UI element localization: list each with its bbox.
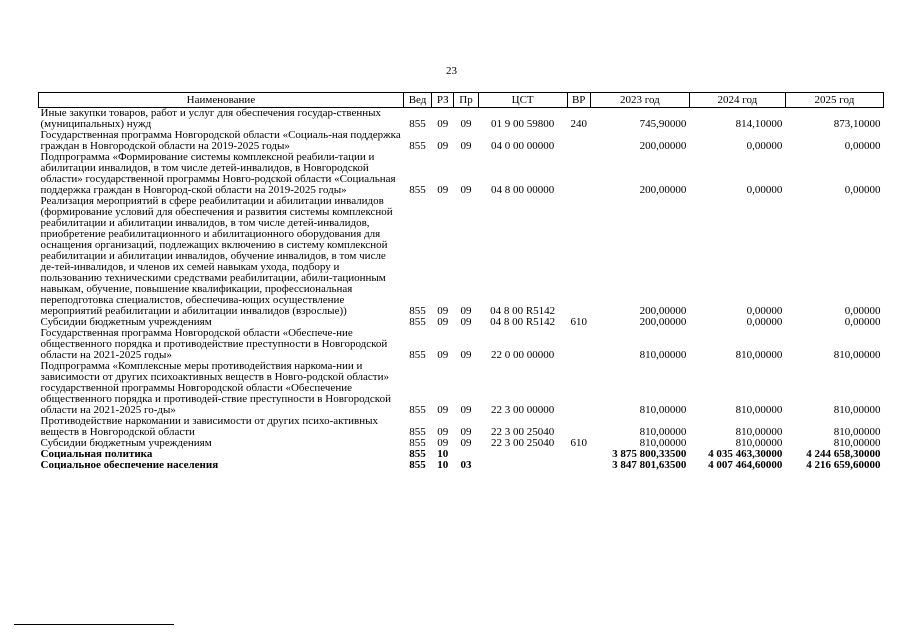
header-2024: 2024 год [689,93,785,108]
row-cst: 04 8 00 00000 [491,184,555,196]
row-name: Субсидии бюджетным учреждениям [40,316,212,328]
row-ved: 855 [409,437,426,449]
row-name: Противодействие наркомании и зависимости от других психо-активных веществ в Новгородской области [40,415,379,438]
table-row [39,416,884,438]
row-cst: 22 3 00 25040 [491,426,555,438]
row-rz: 09 [437,349,449,361]
row-vr [567,460,590,471]
row-rz: 09 [437,316,449,328]
row-2023: 200,00000 [639,184,687,196]
row-2024: 810,00000 [735,437,783,449]
row-name: Социальная политика [40,448,153,460]
row-2023: 810,00000 [639,437,687,449]
row-2023: 3 847 801,63500 [612,459,687,471]
row-rz: 09 [437,140,449,152]
row-cst: 22 3 00 25040 [491,437,555,449]
row-2023: 3 875 800,33500 [612,448,687,460]
row-rz: 09 [437,118,449,130]
row-2023: 810,00000 [639,404,687,416]
row-ved: 855 [409,448,426,460]
header-rz: РЗ [432,93,454,108]
table-row [39,130,884,152]
budget-table [38,92,884,471]
table-row [39,108,884,131]
row-2025: 810,00000 [833,404,881,416]
row-pr: 09 [460,349,472,361]
row-ved: 855 [409,316,426,328]
table-body [39,108,884,472]
row-cst: 22 0 00 00000 [491,349,555,361]
row-vr [567,328,590,361]
row-2023: 200,00000 [639,305,687,317]
row-2024: 0,00000 [746,316,783,328]
row-ved: 855 [409,459,426,471]
header-name: Наименование [39,93,404,108]
row-2025: 0,00000 [844,305,881,317]
row-ved: 855 [409,305,426,317]
header-ved: Вед [403,93,431,108]
row-vr [567,416,590,438]
header-cst: ЦСТ [478,93,567,108]
row-2025: 4 244 658,30000 [806,448,881,460]
row-pr: 09 [460,118,472,130]
row-cst [478,449,567,460]
row-2023: 200,00000 [639,316,687,328]
row-rz: 09 [437,404,449,416]
row-2025: 873,10000 [833,118,881,130]
row-pr: 09 [460,305,472,317]
header-vr: ВР [567,93,590,108]
row-cst: 22 3 00 00000 [491,404,555,416]
row-rz: 09 [437,426,449,438]
row-2024: 810,00000 [735,404,783,416]
row-ved: 855 [409,349,426,361]
row-name: Подпрограмма «Формирование системы комплексной реабили-тации и абилитации инвалидов, в том числе детей-инвалидов, в Новгородской области» государственной программы Новго-родской области «Социальная поддержка граждан в Новгород-ской области на 2019-2025 годы» [40,151,396,196]
row-pr: 09 [460,437,472,449]
row-ved: 855 [409,426,426,438]
row-name: Государственная программа Новгородской области «Социаль-ная поддержка граждан в Новгородской области на 2019-2025 годы» [40,129,401,152]
table-row [39,328,884,361]
row-2025: 0,00000 [844,316,881,328]
row-name: Государственная программа Новгородской области «Обеспече-ние общественного порядка и противодействие преступности в Новгородской области на 2021-2025 годы» [40,327,388,361]
row-2024: 810,00000 [735,426,783,438]
row-cst: 04 8 00 R5142 [490,316,556,328]
row-vr [567,152,590,196]
table-row [39,196,884,317]
row-pr: 09 [460,316,472,328]
row-vr [567,449,590,460]
row-rz: 10 [437,459,449,471]
header-pr: Пр [454,93,478,108]
row-2024: 0,00000 [746,184,783,196]
row-2024: 0,00000 [746,305,783,317]
row-vr [567,196,590,317]
page-number: 23 [446,65,457,77]
row-2025: 810,00000 [833,426,881,438]
row-2023: 745,90000 [639,118,687,130]
row-pr: 09 [460,404,472,416]
row-vr: 240 [570,118,587,130]
row-2025: 810,00000 [833,349,881,361]
row-name: Иные закупки товаров, работ и услуг для обеспечения государ-ственных (муниципальных) нужд [40,107,382,130]
row-rz: 09 [437,437,449,449]
row-rz: 09 [437,305,449,317]
row-2024: 810,00000 [735,349,783,361]
header-2025: 2025 год [785,93,883,108]
row-pr: 03 [460,459,472,471]
row-name: Субсидии бюджетным учреждениям [40,437,212,449]
table-header-row [39,93,884,108]
row-2024: 814,10000 [735,118,783,130]
row-2024: 0,00000 [746,140,783,152]
row-2023: 810,00000 [639,426,687,438]
table-row [39,152,884,196]
row-2024: 4 035 463,30000 [708,448,783,460]
row-cst: 01 9 00 59800 [491,118,555,130]
row-ved: 855 [409,118,426,130]
row-rz: 10 [437,448,449,460]
row-2025: 810,00000 [833,437,881,449]
footer-divider [14,624,174,625]
row-name: Социальное обеспечение населения [40,459,219,471]
row-2025: 4 216 659,60000 [806,459,881,471]
row-pr: 09 [460,426,472,438]
row-cst: 04 0 00 00000 [491,140,555,152]
row-cst: 04 8 00 R5142 [490,305,556,317]
row-rz: 09 [437,184,449,196]
row-vr [567,361,590,416]
row-vr [567,130,590,152]
row-ved: 855 [409,140,426,152]
row-cst [478,460,567,471]
table-row [39,361,884,416]
table-row [39,460,884,471]
row-ved: 855 [409,184,426,196]
row-vr: 610 [570,316,587,328]
row-pr: 09 [460,140,472,152]
row-name: Реализация мероприятий в сфере реабилитации и абилитации инвалидов (формирование условий для обеспечения и развития системы комплексной реабилитации и абилитации инвалидов, в том числе детей-инвалидов, приобретение реабилитационного и абилитационного оборудования для оснащения организаций, подлежащих включению в систему комплексной реабилитации и абилитации инвалидов, обучение инвалидов, в том числе де-тей-инвалидов, и членов их семей навыкам ухода, подбору и пользованию техническими средствами реабилитации, абили-тационным навыкам, обучение, повышение квалификации, профессиональная переподготовка специалистов, обеспечива-ющих осуществление мероприятий реабилитации и абилитации инвалидов (взрослые)) [40,195,393,317]
row-ved: 855 [409,404,426,416]
row-2023: 200,00000 [639,140,687,152]
row-vr: 610 [570,437,587,449]
row-2023: 810,00000 [639,349,687,361]
header-2023: 2023 год [590,93,689,108]
row-2024: 4 007 464,60000 [708,459,783,471]
row-pr: 09 [460,184,472,196]
row-name: Подпрограмма «Комплексные меры противодействия наркома-нии и зависимости от других психоактивных веществ в Новго-родской области» государственной программы Новгородской области «Обеспечение общественного порядка и противодей-ствие преступности в Новгородской области на 2021-2025 го-ды» [40,360,391,416]
row-2025: 0,00000 [844,140,881,152]
row-2025: 0,00000 [844,184,881,196]
